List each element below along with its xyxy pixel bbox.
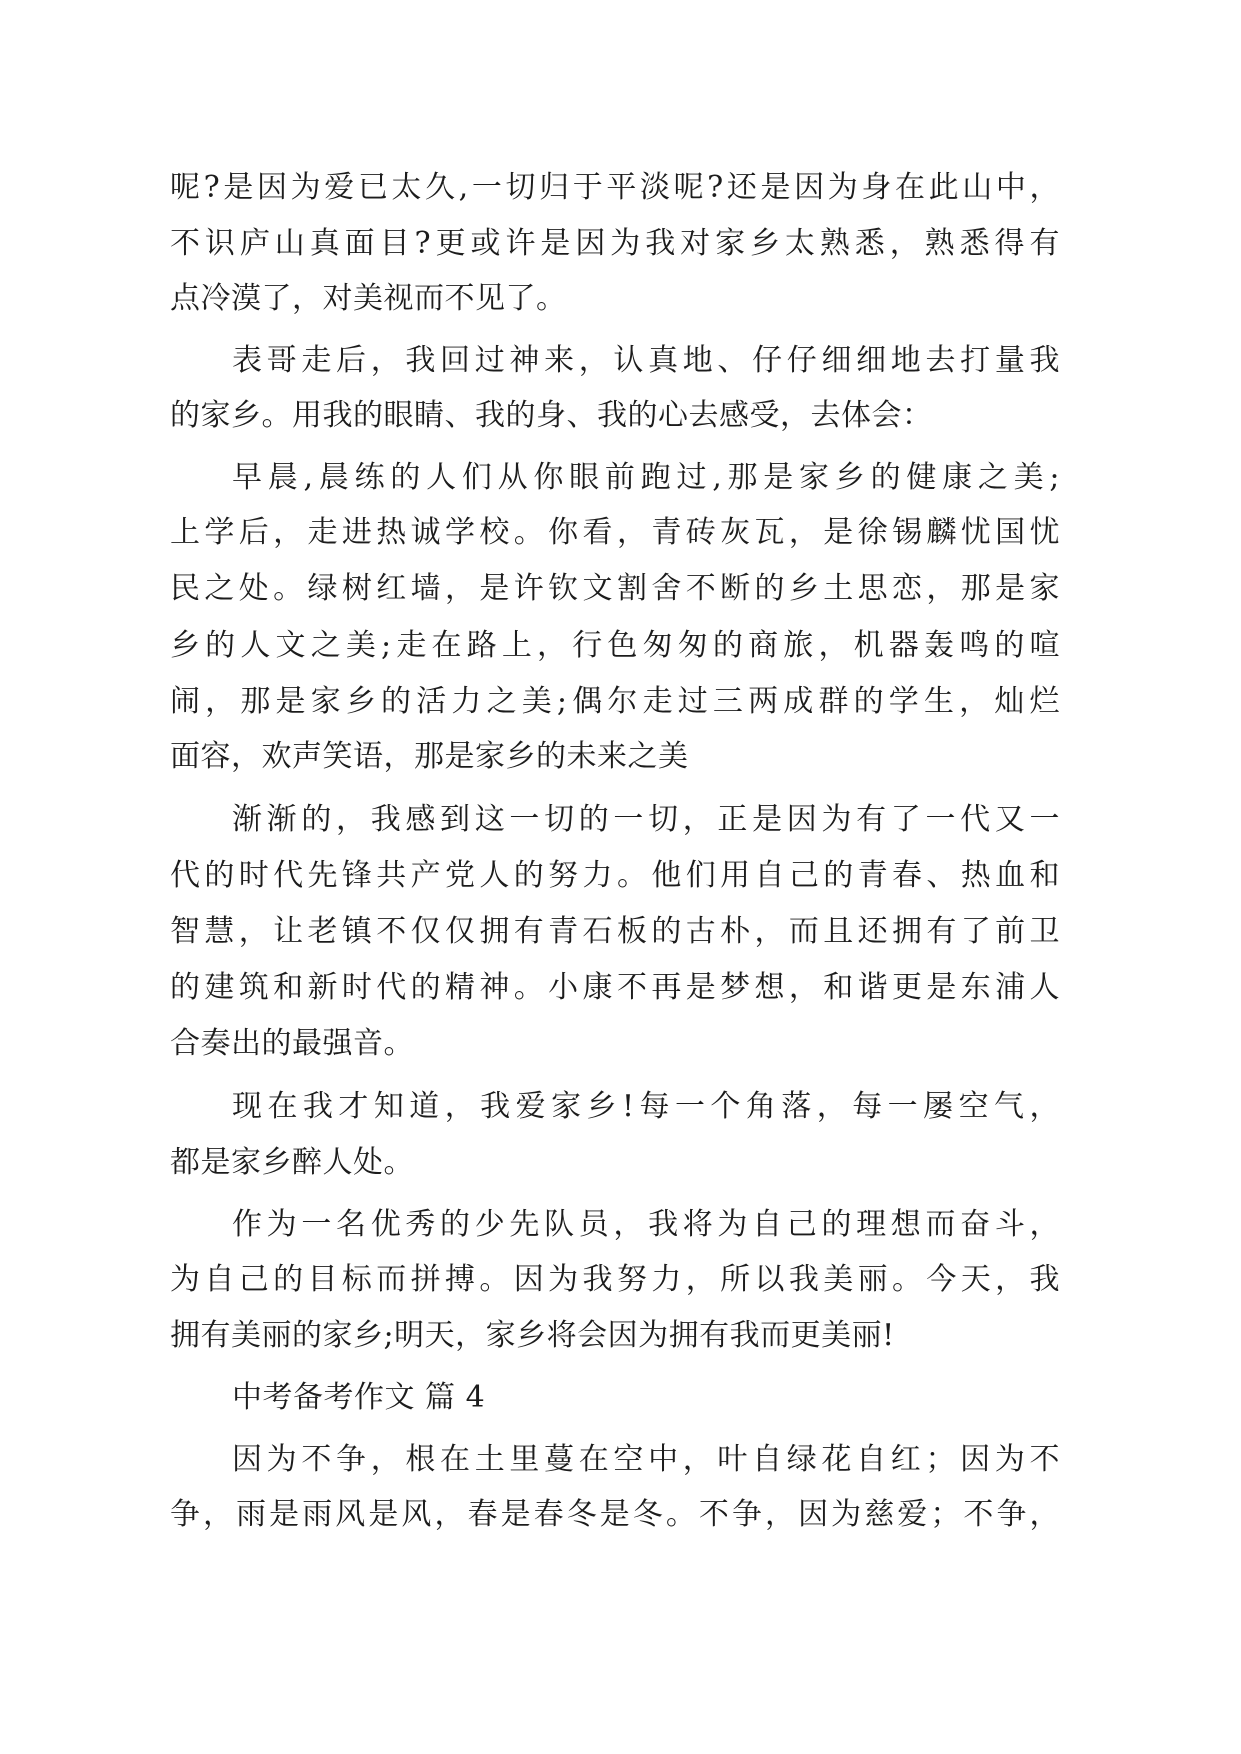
text-line: 闹，那是家乡的活力之美;偶尔走过三两成群的学生，灿烂 [170,684,1060,719]
text-line: 的建筑和新时代的精神。小康不再是梦想，和谐更是东浦人 [170,970,1060,1005]
text-line: 点冷漠了，对美视而不见了。 [170,281,567,316]
section-heading: 中考备考作文 篇 4 [232,1380,486,1415]
text-line: 民之处。绿树红墙，是许钦文割舍不断的乡土思恋，那是家 [170,571,1060,606]
text-line: 乡的人文之美;走在路上，行色匆匆的商旅，机器轰鸣的喧 [170,628,1060,663]
text-line: 面容，欢声笑语，那是家乡的未来之美 [170,739,689,774]
text-line: 代的时代先锋共产党人的努力。他们用自己的青春、热血和 [170,858,1060,893]
text-line: 表哥走后，我回过神来，认真地、仔仔细细地去打量我 [232,343,1060,378]
text-line: 早晨,晨练的人们从你眼前跑过,那是家乡的健康之美; [232,460,1060,495]
text-line: 为自己的目标而拼搏。因为我努力，所以我美丽。今天，我 [170,1262,1060,1297]
text-line: 拥有美丽的家乡;明天，家乡将会因为拥有我而更美丽! [170,1318,895,1353]
text-line: 合奏出的最强音。 [170,1026,414,1061]
text-line: 都是家乡醉人处。 [170,1145,414,1180]
text-line: 不识庐山真面目?更或许是因为我对家乡太熟悉，熟悉得有 [170,226,1060,261]
text-line: 智慧，让老镇不仅仅拥有青石板的古朴，而且还拥有了前卫 [170,914,1060,949]
text-line: 因为不争，根在土里蔓在空中，叶自绿花自红；因为不 [232,1442,1060,1477]
text-line: 的家乡。用我的眼睛、我的身、我的心去感受，去体会： [170,398,933,433]
text-line: 渐渐的，我感到这一切的一切，正是因为有了一代又一 [232,802,1060,837]
text-line: 作为一名优秀的少先队员，我将为自己的理想而奋斗， [232,1207,1060,1242]
text-line: 争，雨是雨风是风，春是春冬是冬。不争，因为慈爱；不争， [170,1497,1060,1532]
text-line: 上学后，走进热诚学校。你看，青砖灰瓦，是徐锡麟忧国忧 [170,515,1060,550]
text-line: 现在我才知道，我爱家乡!每一个角落，每一屡空气， [232,1089,1060,1124]
text-line: 呢?是因为爱已太久,一切归于平淡呢?还是因为身在此山中， [170,170,1060,205]
